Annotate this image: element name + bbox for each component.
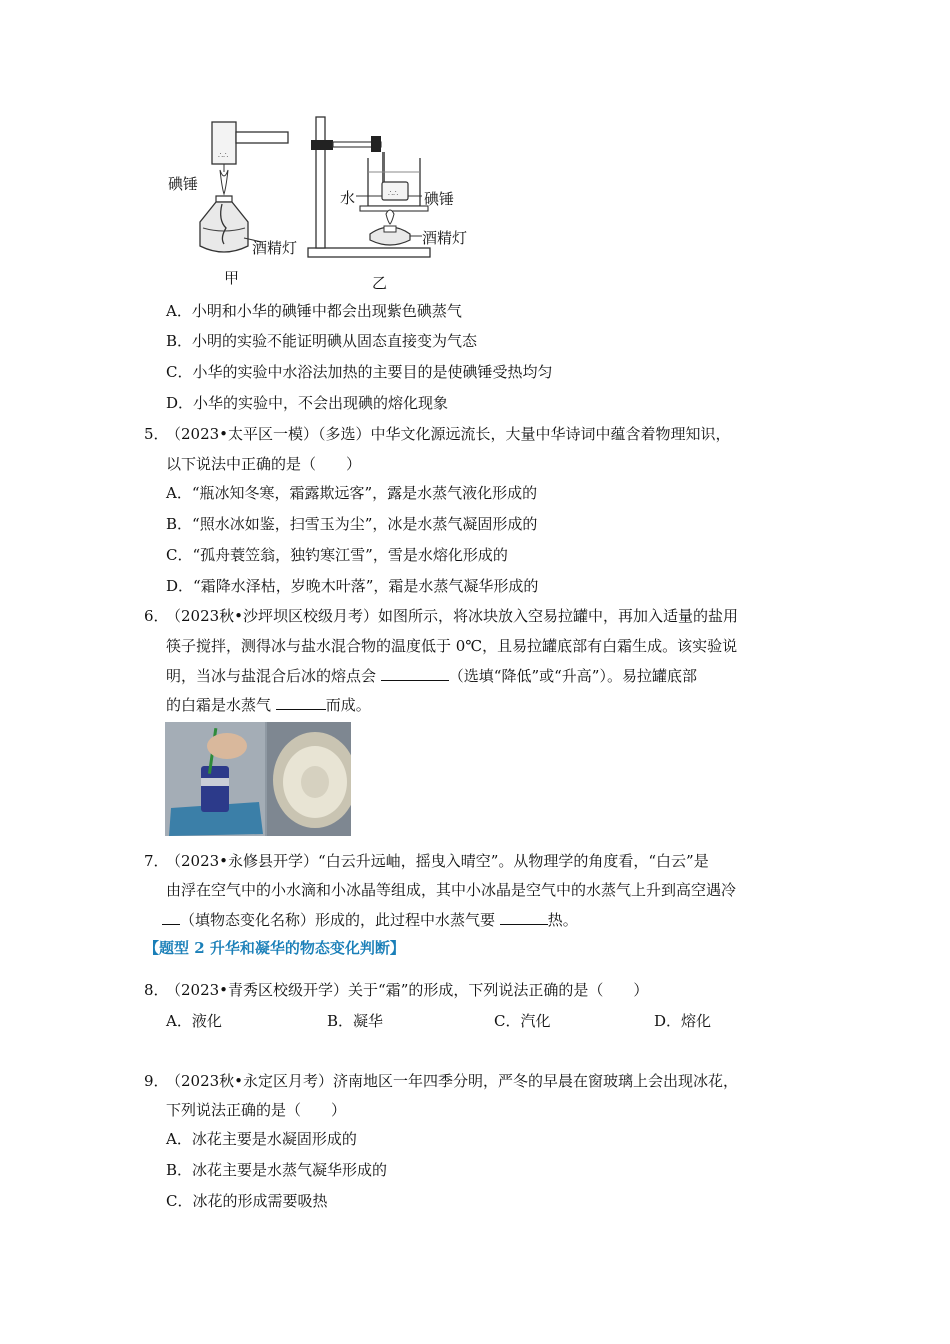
q8-option-b: B．凝华 [327,1012,384,1030]
caption-jia: 甲 [224,269,240,287]
q8-option-c: C．汽化 [494,1012,551,1030]
label-iodine-hammer-right: 碘锤 [424,190,455,208]
q8-option-a: A．液化 [166,1012,222,1030]
q9-option-c: C．冰花的形成需要吸热 [166,1192,328,1210]
svg-text:∴∴: ∴∴ [388,189,399,198]
q7-number: 7． [144,852,169,870]
q6-line3-text-b: （选填“降低”或“升高”）。易拉罐底部 [448,667,697,685]
q5-stem-line1: （2023•太平区一模）（多选）中华文化源远流长，大量中华诗词中蕴含着物理知识， [166,425,731,443]
q7-stem-line2: 由浮在空气中的小水滴和小冰晶等组成，其中小冰晶是空气中的水蒸气上升到高空遇冷 [166,881,737,899]
svg-text:∴∴: ∴∴ [218,151,229,160]
q5-option-c: C．“孤舟蓑笠翁，独钓寒江雪”，雪是水熔化形成的 [166,546,508,564]
q4-option-a: A．小明和小华的碘锤中都会出现紫色碘蒸气 [166,302,462,320]
q7-answer-blank-1[interactable] [162,910,180,925]
q6-number: 6． [144,607,169,625]
q5-option-d: D．“霜降水泽枯，岁晚木叶落”，霜是水蒸气凝华形成的 [166,577,539,595]
label-alcohol-lamp-right: 酒精灯 [422,229,468,247]
q7-line3-text-b: 热。 [547,911,578,929]
q6-line3-text-a: 明，当冰与盐混合后冰的熔点会 [166,667,381,685]
q9-option-a: A．冰花主要是水凝固形成的 [166,1130,357,1148]
q8-stem: （2023•青秀区校级开学）关于“霜”的形成，下列说法正确的是（ ） [166,981,649,999]
q6-answer-blank-2[interactable] [276,695,326,710]
experiment-figure [160,110,468,295]
ice-salt-can-photo [165,722,351,836]
q9-stem-line1: （2023秋•永定区月考）济南地区一年四季分明，严冬的早晨在窗玻璃上会出现冰花， [166,1072,739,1090]
q5-number: 5． [144,425,169,443]
q7-stem-line3 [162,910,578,930]
apparatus-drawing [160,110,460,295]
q9-stem-line2: 下列说法正确的是（ ） [166,1101,347,1119]
q7-stem-line1: （2023•永修县开学）“白云升远岫，摇曳入晴空”。从物理学的角度看，“白云”是 [166,852,709,870]
caption-yi: 乙 [372,274,388,292]
q5-stem-line2: 以下说法中正确的是（ ） [166,455,362,473]
section-heading-type-2: 【题型 2 升华和凝华的物态变化判断】 [144,939,405,957]
q4-option-b: B．小明的实验不能证明碘从固态直接变为气态 [166,332,478,350]
q9-option-b: B．冰花主要是水蒸气凝华形成的 [166,1161,388,1179]
q6-answer-blank-1[interactable] [381,666,449,681]
label-alcohol-lamp-left: 酒精灯 [252,239,298,257]
q9-number: 9． [144,1072,169,1090]
q5-option-a: A．“瓶冰知冬寒，霜露欺远客”，露是水蒸气液化形成的 [166,484,538,502]
q7-answer-blank-2[interactable] [500,910,548,925]
q4-option-d: D．小华的实验中，不会出现碘的熔化现象 [166,394,449,412]
q4-option-c: C．小华的实验中水浴法加热的主要目的是使碘锤受热均匀 [166,363,553,381]
q6-stem-line2: 筷子搅拌，测得冰与盐水混合物的温度低于 0℃，且易拉罐底部有白霜生成。该实验说 [166,637,738,655]
label-iodine-hammer-left: 碘锤 [168,175,199,193]
q6-stem-line1: （2023秋•沙坪坝区校级月考）如图所示，将冰块放入空易拉罐中，再加入适量的盐用 [166,607,739,625]
label-water: 水 [340,189,356,207]
q6-line4-text-b: 而成。 [325,696,371,714]
q8-option-d: D．熔化 [654,1012,712,1030]
q5-option-b: B．“照水冰如鉴，扫雪玉为尘”，冰是水蒸气凝固形成的 [166,515,538,533]
q8-number: 8． [144,981,169,999]
q6-line4-text-a: 的白霜是水蒸气 [166,696,276,714]
q7-line3-text-a: （填物态变化名称）形成的，此过程中水蒸气要 [180,911,500,929]
q6-stem-line3 [166,666,697,686]
photo-drawing [165,722,351,836]
q6-stem-line4 [166,695,371,715]
